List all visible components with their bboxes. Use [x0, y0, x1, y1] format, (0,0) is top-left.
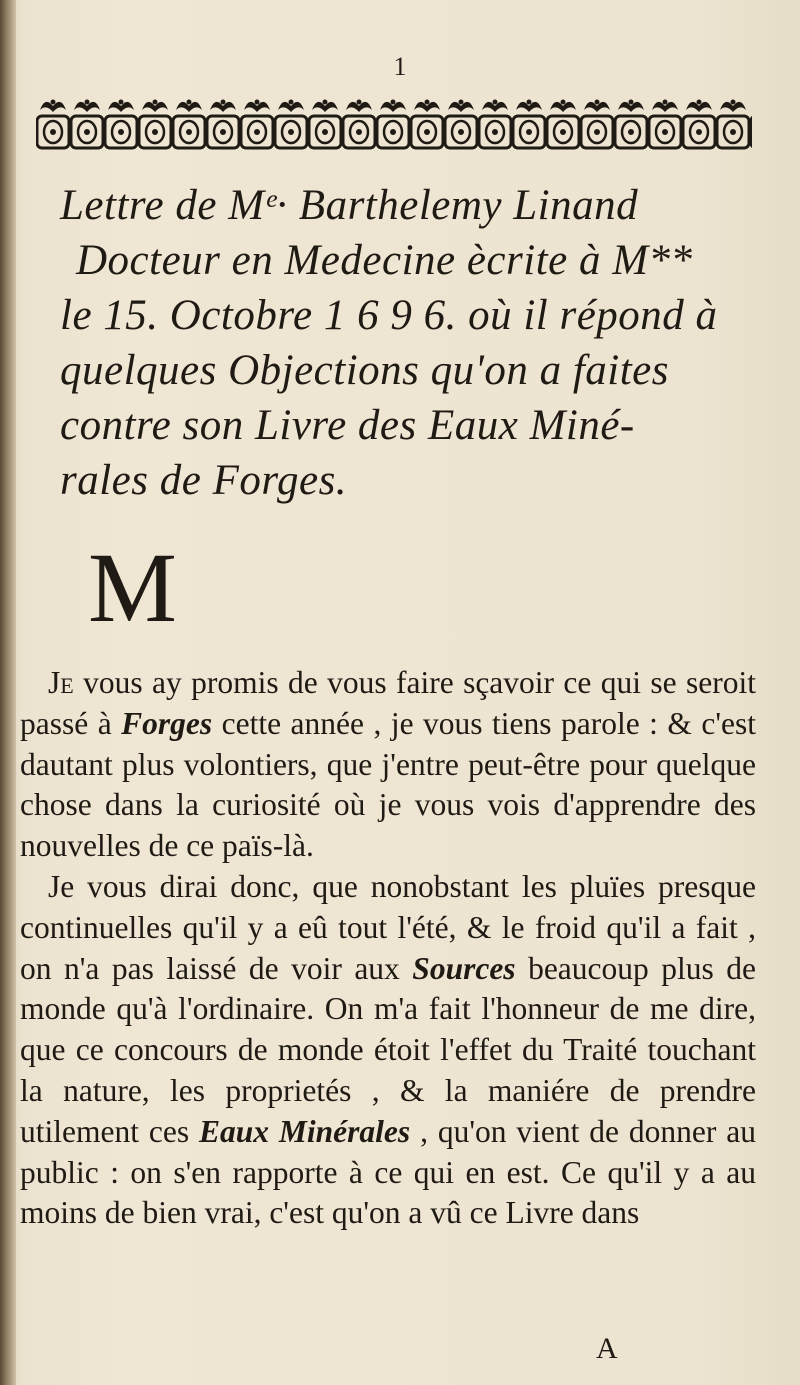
- opening-word: Je: [48, 665, 74, 700]
- paragraph-2-text-a: Je vous dirai donc, que nonobstant les pluïes presque continuelles qu'il y a eû tout l'été, & le froid qu'il a fait , on n'a pas laissé de voir aux: [20, 868, 756, 986]
- title-line-3: le 15. Octobre 1 6 9 6. où il répond à: [60, 292, 718, 339]
- title-line-2: Docteur en Medecine ècrite à M**: [76, 237, 693, 284]
- title-line-6: rales de Forges.: [60, 457, 348, 504]
- paragraph-2: [20, 867, 756, 1234]
- drop-cap: M: [88, 532, 177, 643]
- place-name-forges: Forges: [121, 705, 213, 741]
- letter-title: [60, 178, 768, 508]
- paragraph-2-text-c: , qu'on vient de donner au public : on s'en rapporte à ce qui en est. Ce qu'il y a au moins de bien vrai, c'est qu'on a vû ce Livre dans: [20, 1113, 756, 1231]
- title-line-4: quelques Objections qu'on a faites: [60, 347, 670, 394]
- signature-mark: A: [596, 1332, 618, 1365]
- page-number: 1: [393, 52, 407, 81]
- paragraph-1-text-a: vous ay promis de vous faire sçavoir ce qui se seroit passé à: [20, 665, 756, 741]
- term-eaux-minerales: Eaux Minérales: [198, 1113, 411, 1149]
- letter-body: [20, 663, 756, 1234]
- term-sources: Sources: [412, 950, 516, 986]
- paragraph-2-text-b: beaucoup plus de monde qu'à l'ordinaire. On m'a fait l'honneur de me dire, que ce concours de monde étoit l'effet du Traité touchant la nature, les proprietés , & la maniére de prendre utilement ces: [20, 950, 756, 1149]
- paragraph-1: [20, 663, 756, 867]
- paragraph-1-text-b: cette année , je vous tiens parole : & c'est dautant plus volontiers, que j'entre peut-être pour quelque chose dans la curiosité où je vous vois d'apprendre des nouvelles de ce païs-là.: [20, 705, 756, 864]
- book-gutter: [0, 0, 16, 1385]
- title-line-5: contre son Livre des Eaux Miné-: [60, 402, 635, 449]
- title-line-1: Lettre de Mᵉ· Barthelemy Linand: [60, 182, 639, 229]
- decorative-headpiece: [36, 92, 752, 152]
